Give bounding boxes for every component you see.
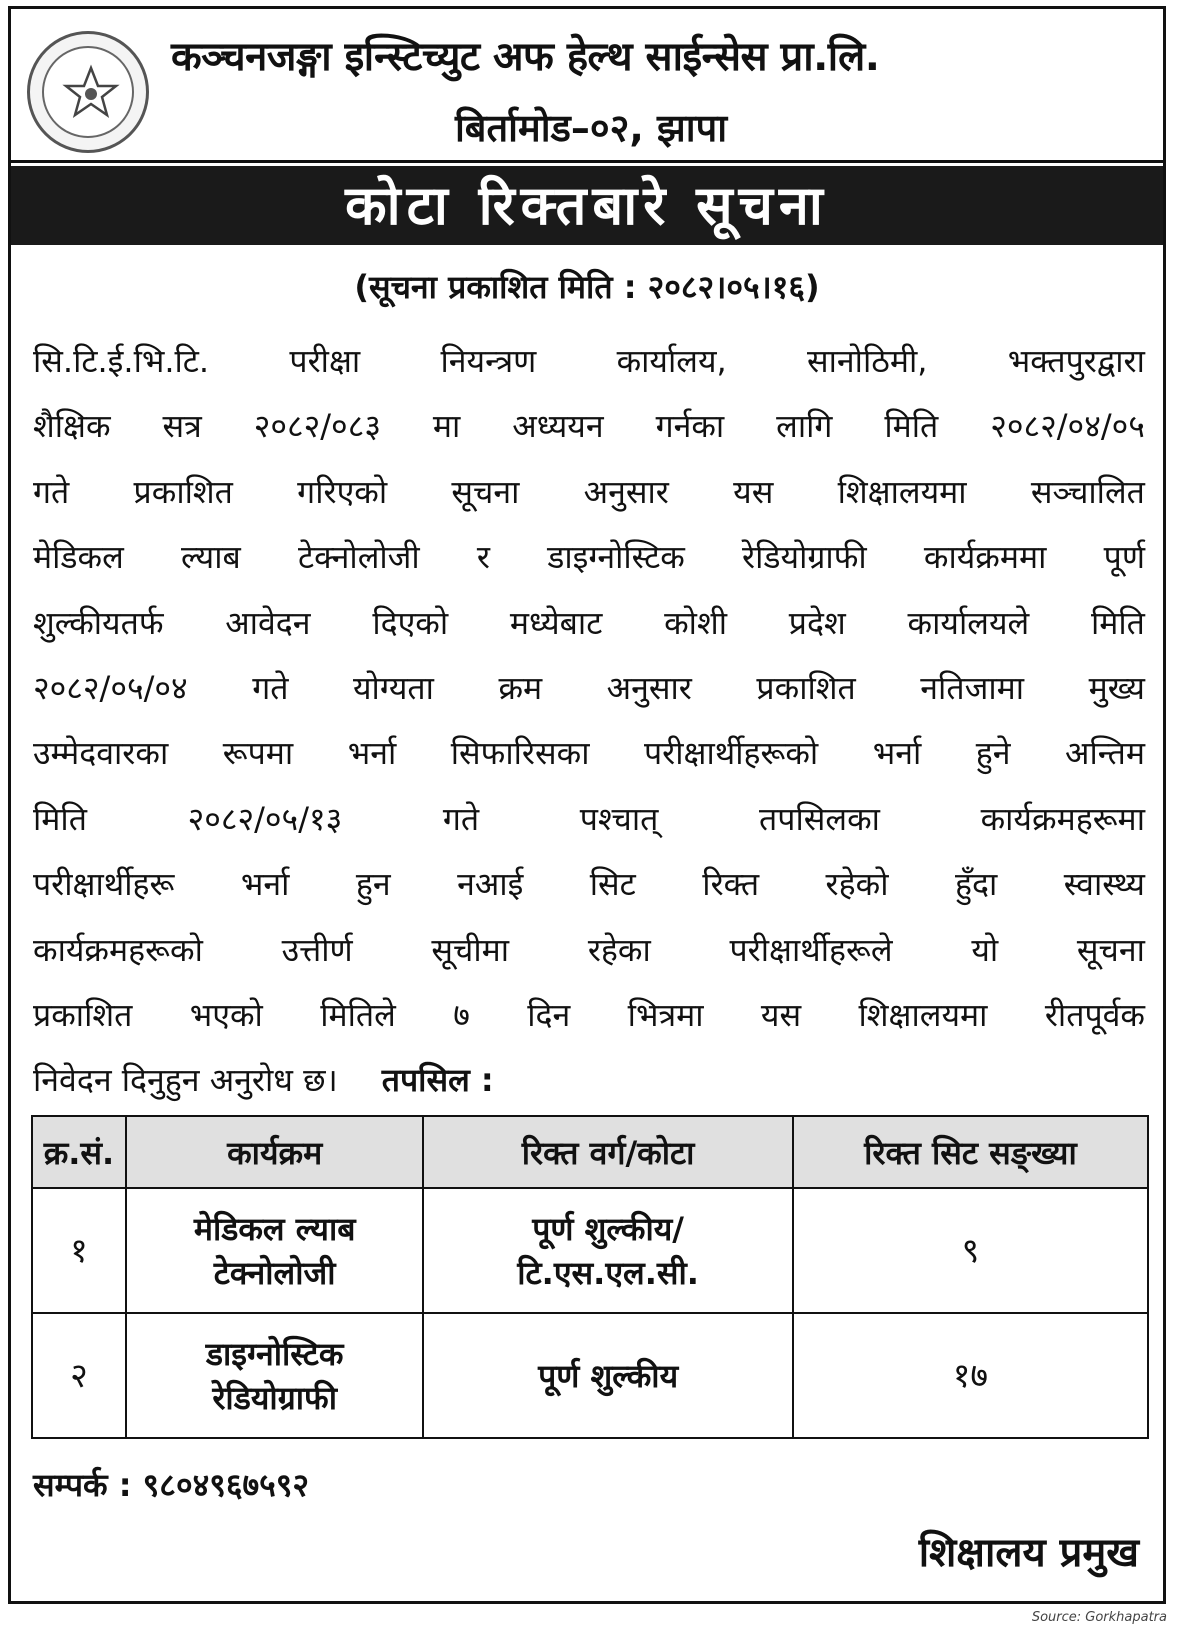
body-word: लागि xyxy=(776,407,833,446)
body-word: २०८२/०४/०५ xyxy=(990,407,1145,446)
body-line xyxy=(33,918,1145,983)
institute-address: बिर्तामोड–०२, झापा xyxy=(454,106,728,150)
body-word: ७ xyxy=(453,995,470,1034)
body-word: मिति xyxy=(884,407,939,446)
body-line xyxy=(33,460,1145,525)
body-word: मेडिकल xyxy=(33,538,124,577)
body-word: मा xyxy=(432,407,461,446)
body-word: कार्यक्रमहरूको xyxy=(33,930,203,969)
source-credit: Source: Gorkhapatra xyxy=(1031,1610,1167,1625)
body-word: २०८२/०५/०४ xyxy=(33,668,188,707)
body-line xyxy=(33,983,1145,1048)
body-line xyxy=(33,852,1145,917)
notice-header xyxy=(11,9,1163,163)
body-word: भित्रमा xyxy=(627,995,704,1034)
body-word: सि.टि.ई.भि.टि. xyxy=(33,342,210,380)
body-word: गते xyxy=(33,472,70,511)
body-line xyxy=(33,656,1145,721)
body-word: शैक्षिक xyxy=(33,407,111,446)
body-word: रेडियोग्राफी xyxy=(742,538,867,577)
table-row xyxy=(32,1313,1148,1438)
body-word: गते xyxy=(442,799,480,838)
body-word: कार्यक्रमहरूमा xyxy=(980,799,1145,838)
body-word: परीक्षार्थीहरूले xyxy=(729,930,893,969)
body-line xyxy=(33,591,1145,656)
body-word: पूर्ण xyxy=(1103,538,1145,577)
body-word: ल्याब xyxy=(181,538,241,577)
contact-number: सम्पर्क : ९८०४९६७५९२ xyxy=(33,1466,310,1504)
body-word: प्रकाशित xyxy=(756,668,856,707)
body-word: शिक्षालयमा xyxy=(858,995,988,1034)
header-seats: रिक्त सिट सङ्ख्या xyxy=(793,1116,1148,1188)
body-word: सत्र xyxy=(162,407,202,446)
body-word: मध्येबाट xyxy=(509,603,603,642)
row-quota xyxy=(423,1188,792,1313)
body-word: दिन xyxy=(527,995,571,1034)
body-word: नआई xyxy=(457,865,524,904)
tapasil-label: तपसिल : xyxy=(381,1061,494,1100)
body-word: सूचीमा xyxy=(431,930,510,969)
body-word: डाइग्नोस्टिक xyxy=(547,538,685,577)
notice-frame xyxy=(8,6,1166,1604)
row-serial: १ xyxy=(32,1188,126,1313)
row-seats: १७ xyxy=(793,1313,1148,1438)
body-word: यस xyxy=(733,472,774,511)
body-word: सञ्चालित xyxy=(1030,472,1145,511)
body-word: भक्तपुरद्वारा xyxy=(1007,342,1145,380)
body-line xyxy=(33,394,1145,459)
program-line-1: मेडिकल ल्याब xyxy=(193,1209,356,1248)
row-program xyxy=(126,1313,423,1438)
body-word: नियन्त्रण xyxy=(440,342,537,380)
body-closing-text: निवेदन दिनुहुन अनुरोध छ। xyxy=(33,1061,338,1100)
body-word: मिति xyxy=(33,799,87,838)
body-word: रीतपूर्वक xyxy=(1044,995,1145,1034)
body-word: अनुसार xyxy=(606,668,692,707)
body-word: अनुसार xyxy=(583,472,669,511)
body-word: प्रकाशित xyxy=(33,995,133,1034)
body-word: मिति xyxy=(1090,603,1145,642)
body-line xyxy=(33,525,1145,590)
quota-line-1: पूर्ण शुल्कीय xyxy=(538,1356,679,1395)
body-word: कोशी xyxy=(664,603,728,642)
body-line xyxy=(33,721,1145,786)
quota-line-1: पूर्ण शुल्कीय/ xyxy=(532,1209,684,1248)
table-header-row xyxy=(32,1116,1148,1188)
header-serial: क्र.सं. xyxy=(32,1116,126,1188)
body-word: २०८२/०५/१३ xyxy=(187,799,343,838)
body-word: मुख्य xyxy=(1088,668,1145,707)
body-word: पश्चात् xyxy=(579,799,659,838)
body-word: गते xyxy=(252,668,289,707)
body-word: यो xyxy=(971,930,999,969)
body-line xyxy=(33,329,1145,394)
body-word: सूचना xyxy=(1076,930,1145,969)
body-word: अध्ययन xyxy=(512,407,604,446)
body-word: भर्ना xyxy=(872,734,922,773)
body-word: रहेका xyxy=(587,930,651,969)
body-word: टेक्नोलोजी xyxy=(297,538,420,577)
vacancy-table xyxy=(31,1115,1149,1439)
row-serial: २ xyxy=(32,1313,126,1438)
row-seats: ९ xyxy=(793,1188,1148,1313)
quota-line-2: टि.एस.एल.सी. xyxy=(517,1253,699,1292)
body-word: परीक्षार्थीहरूको xyxy=(643,734,819,773)
body-word: आवेदन xyxy=(225,603,311,642)
star-emblem-icon xyxy=(30,34,152,156)
body-word: सूचना xyxy=(451,472,520,511)
body-word: परीक्षार्थीहरू xyxy=(33,865,175,904)
body-word: सिफारिसका xyxy=(450,734,590,773)
body-word: यस xyxy=(760,995,802,1034)
body-word: स्वास्थ्य xyxy=(1063,865,1145,904)
notice-title: कोटा रिक्तबारे सूचना xyxy=(11,166,1163,245)
body-word: गर्नका xyxy=(655,407,725,446)
body-word: हुन xyxy=(355,865,391,904)
header-quota: रिक्त वर्ग/कोटा xyxy=(423,1116,792,1188)
body-word: भर्ना xyxy=(347,734,397,773)
body-word: प्रदेश xyxy=(788,603,846,642)
body-word: नतिजामा xyxy=(920,668,1025,707)
body-last-line xyxy=(33,1048,1145,1113)
table-row xyxy=(32,1188,1148,1313)
body-word: कार्यालयले xyxy=(907,603,1030,642)
header-program: कार्यक्रम xyxy=(126,1116,423,1188)
body-word: दिएको xyxy=(372,603,449,642)
body-word: भर्ना xyxy=(240,865,290,904)
body-word: रहेको xyxy=(825,865,889,904)
row-program xyxy=(126,1188,423,1313)
body-word: रूपमा xyxy=(222,734,294,773)
institute-name: कञ्चनजङ्गा इन्स्टिच्युट अफ हेल्थ साईन्सेस प्रा.लि. xyxy=(171,34,880,80)
body-word: सानोठिमी, xyxy=(806,342,928,380)
body-word: रिक्त xyxy=(702,865,760,904)
body-word: अन्तिम xyxy=(1065,734,1145,773)
body-word: कार्यक्रममा xyxy=(923,538,1047,577)
body-word: २०८२/०८३ xyxy=(253,407,381,446)
body-word: हुने xyxy=(975,734,1011,773)
body-word: गरिएको xyxy=(297,472,388,511)
institute-seal-icon xyxy=(27,31,149,153)
body-word: र xyxy=(476,538,491,577)
body-word: मितिले xyxy=(320,995,396,1034)
body-word: कार्यालय, xyxy=(616,342,727,380)
notice-body xyxy=(33,329,1145,1114)
body-word: योग्यता xyxy=(352,668,434,707)
body-word: हुँदा xyxy=(954,865,998,904)
signoff: शिक्षालय प्रमुख xyxy=(918,1530,1139,1576)
program-line-2: रेडियोग्राफी xyxy=(212,1378,337,1417)
body-line xyxy=(33,787,1145,852)
body-word: क्रम xyxy=(498,668,543,707)
body-word: शुल्कीयतर्फ xyxy=(33,603,164,642)
body-word: तपसिलका xyxy=(759,799,880,838)
body-word: भएको xyxy=(189,995,263,1034)
body-word: उत्तीर्ण xyxy=(281,930,353,969)
row-quota xyxy=(423,1313,792,1438)
program-line-2: टेक्नोलोजी xyxy=(213,1253,336,1292)
program-line-1: डाइग्नोस्टिक xyxy=(205,1334,344,1373)
body-word: सिट xyxy=(589,865,636,904)
body-word: परीक्षा xyxy=(289,342,361,380)
body-word: प्रकाशित xyxy=(133,472,233,511)
publication-date: (सूचना प्रकाशित मिति : २०८२।०५।१६) xyxy=(354,268,820,306)
body-word: शिक्षालयमा xyxy=(837,472,967,511)
body-word: उम्मेदवारका xyxy=(33,734,169,773)
